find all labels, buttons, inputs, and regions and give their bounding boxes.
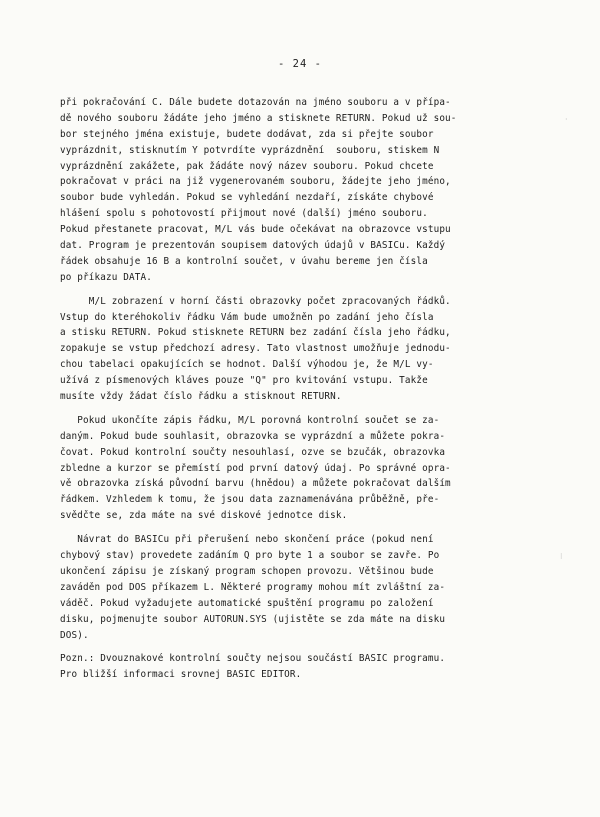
text-line: Pokud ukončíte zápis řádku, M/L porovná kontrolní součet se za- — [60, 414, 440, 426]
margin-mark: ⁝ — [560, 552, 563, 561]
text-line: zaváděn pod DOS příkazem L. Některé programy mohou mít zvláštní za- — [60, 581, 446, 593]
text-line: řádkem. Vzhledem k tomu, že jsou data zaznamenávána průběžně, pře- — [60, 494, 440, 506]
text-line: pokračovat v práci na již vygenerovaném souboru, žádejte jeho jméno, — [60, 176, 451, 188]
text-line: vě obrazovka získá původní barvu (hnědou) a můžete pokračovat dalším — [60, 478, 451, 490]
text-line: svědčte se, zda máte na své diskové jednotce disk. — [60, 510, 348, 522]
text-line: daným. Pokud bude souhlasit, obrazovka se vyprázdní a můžete pokra- — [60, 430, 446, 442]
text-line: váděč. Pokud vyžadujete automatické spuštění programu po založení — [60, 597, 434, 609]
text-line: zbledne a kurzor se přemístí pod první datový údaj. Po správné opra- — [60, 462, 451, 474]
text-line: chou tabelaci opakujících se hodnot. Další výhodou je, že M/L vy- — [60, 359, 434, 371]
text-line: vyprázdnění zakážete, pak žádáte nový název souboru. Pokud chcete — [60, 160, 434, 172]
body-text — [60, 95, 530, 683]
text-line: Pro bližší informaci srovnej BASIC EDITOR. — [60, 669, 302, 681]
paragraph — [60, 651, 530, 683]
text-line: musíte vždy žádat číslo řádku a stisknout RETURN. — [60, 391, 342, 403]
text-line: užívá z písmenových kláves pouze "Q" pro kvitování vstupu. Takže — [60, 375, 428, 387]
paragraph — [60, 95, 530, 286]
paragraph — [60, 532, 530, 643]
text-line: DOS). — [60, 629, 89, 641]
text-line: M/L zobrazení v horní části obrazovky počet zpracovaných řádků. — [60, 295, 451, 307]
page-number: - 24 - — [278, 58, 322, 70]
text-line: vyprázdnit, stisknutím Y potvrdíte vyprázdnění souboru, stiskem N — [60, 144, 440, 156]
text-line: dat. Program je prezentován soupisem datových údajů v BASICu. Každý — [60, 240, 446, 252]
text-line: Pozn.: Dvouznakové kontrolní součty nejsou součástí BASIC programu. — [60, 653, 446, 665]
text-line: při pokračování C. Dále budete dotazován na jméno souboru a v přípa- — [60, 97, 451, 108]
text-line: disku, pojmenujte soubor AUTORUN.SYS (ujistěte se zda máte na disku — [60, 613, 446, 625]
text-line: a stisku RETURN. Pokud stisknete RETURN bez zadání čísla jeho řádku, — [60, 327, 451, 339]
text-line: Návrat do BASICu při přerušení nebo skončení práce (pokud není — [60, 534, 434, 546]
text-line: čovat. Pokud kontrolní součty nesouhlasí, ozve se bzučák, obrazovka — [60, 446, 446, 458]
text-line: Vstup do kteréhokoliv řádku Vám bude umožněn po zadání jeho čísla — [60, 311, 434, 323]
margin-mark: · — [565, 115, 568, 124]
text-line: Pokud přestanete pracovat, M/L vás bude očekávat na obrazovce vstupu — [60, 224, 451, 236]
text-line: chybový stav) provedete zadáním Q pro byte 1 a soubor se zavře. Po — [60, 550, 440, 562]
text-line: řádek obsahuje 16 B a kontrolní součet, v úvahu bereme jen čísla — [60, 255, 428, 267]
text-line: hlášení spolu s pohotovostí přijmout nové (další) jméno souboru. — [60, 208, 428, 220]
text-line: dě nového souboru žádáte jeho jméno a stisknete RETURN. Pokud už sou- — [60, 112, 457, 124]
paragraph — [60, 294, 530, 405]
text-line: po příkazu DATA. — [60, 271, 152, 283]
paragraph — [60, 413, 530, 524]
text-line: zopakuje se vstup předchozí adresy. Tato vlastnost umožňuje jednodu- — [60, 343, 451, 355]
text-line: bor stejného jména existuje, budete dodávat, zda si přejte soubor — [60, 128, 434, 140]
text-line: soubor bude vyhledán. Pokud se vyhledání nezdaří, získáte chybové — [60, 192, 434, 204]
text-line: ukončení zápisu je získaný program schopen provozu. Většinou bude — [60, 565, 434, 577]
